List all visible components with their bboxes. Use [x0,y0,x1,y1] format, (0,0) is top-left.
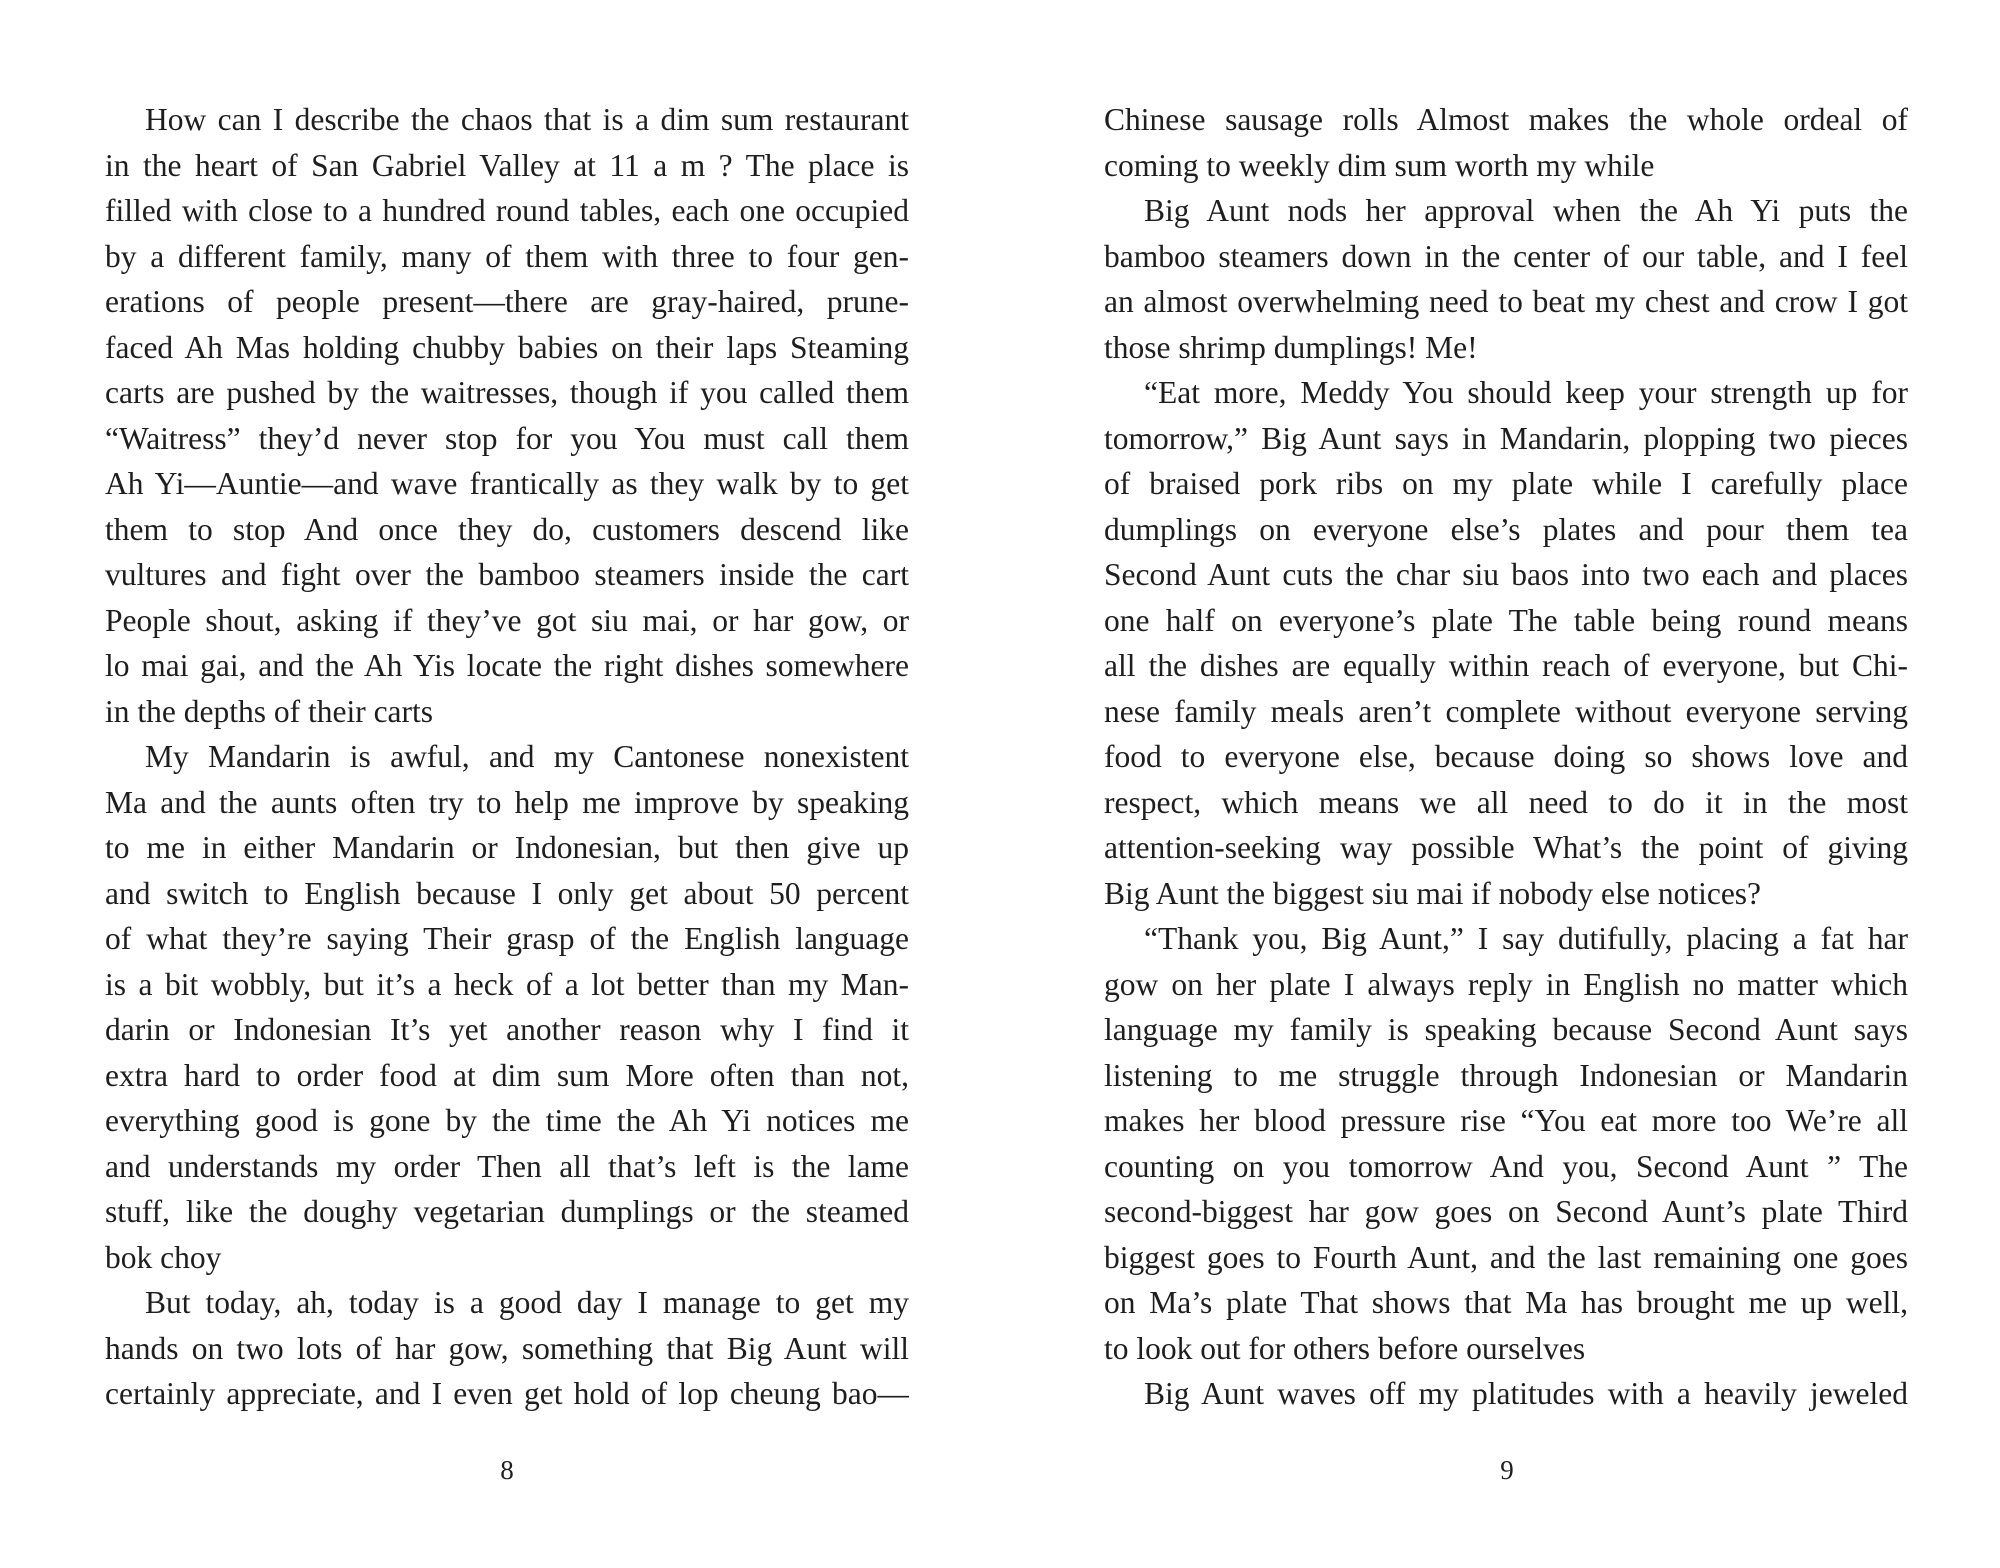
text-line: faced Ah Mas holding chubby babies on their laps Steaming [105,329,909,365]
text-line: erations of people present—there are gray-haired, prune- [105,284,909,319]
text-line: coming to weekly dim sum worth my while [1104,147,1655,183]
text-line: How can I describe the chaos that is a dim sum restaurant [145,102,909,137]
text-line: lo mai gai, and the Ah Yis locate the right dishes somewhere [105,648,909,683]
text-line: My Mandarin is awful, and my Cantonese nonexistent [145,739,909,774]
text-line: darin or Indonesian It’s yet another reason why I find it [105,1012,909,1047]
text-line: Big Aunt waves off my platitudes with a heavily jeweled [1144,1376,1908,1411]
text-line: and switch to English because I only get about 50 percent [105,875,909,911]
text-line: food to everyone else, because doing so shows love and [1104,739,1908,774]
text-line: and understands my order Then all that’s left is the lame [105,1148,909,1184]
text-line: listening to me struggle through Indonesian or Mandarin [1104,1057,1908,1093]
text-line: is a bit wobbly, but it’s a heck of a lot better than my Man- [105,966,909,1002]
text-line: extra hard to order food at dim sum More often than not, [105,1057,909,1093]
text-line: counting on you tomorrow And you, Second Aunt ” The [1104,1148,1908,1184]
text-line: hands on two lots of har gow, something that Big Aunt will [105,1330,909,1366]
text-line: biggest goes to Fourth Aunt, and the last remaining one goes [1104,1239,1908,1275]
text-line: makes her blood pressure rise “You eat more too We’re all [1104,1103,1908,1138]
text-line: everything good is gone by the time the Ah Yi notices me [105,1103,909,1138]
text-line: in the heart of San Gabriel Valley at 11 a m ? The place is [105,147,909,183]
page-number: 8 [500,1455,514,1485]
text-line: dumplings on everyone else’s plates and pour them tea [1104,511,1908,547]
text-line: “Waitress” they’d never stop for you You must call them [105,420,909,456]
text-line: an almost overwhelming need to beat my chest and crow I got [1104,284,1908,319]
text-line: Ah Yi—Auntie—and wave frantically as they walk by to get [105,466,909,501]
text-line: in the depths of their carts [105,693,434,729]
text-line: vultures and fight over the bamboo steamers inside the cart [105,557,909,592]
text-line: tomorrow,” Big Aunt says in Mandarin, plopping two pieces [1104,420,1908,456]
text-line: second-biggest har gow goes on Second Aunt’s plate Third [1104,1194,1908,1229]
right-page-body [1104,97,1908,1417]
text-line: attention-seeking way possible What’s the point of giving [1104,830,1908,865]
page-number: 9 [1500,1455,1514,1485]
text-line: those shrimp dumplings! Me! [1104,329,1478,365]
text-line: certainly appreciate, and I even get hold of lop cheung bao— [105,1376,909,1411]
text-line: to look out for others before ourselves [1104,1330,1586,1366]
left-page-body [105,97,909,1417]
text-line: But today, ah, today is a good day I manage to get my [145,1285,909,1320]
text-line: respect, which means we all need to do it in the most [1104,784,1908,820]
text-line: Chinese sausage rolls Almost makes the whole ordeal of [1104,102,1908,137]
right-page [1000,0,2000,1568]
text-line: carts are pushed by the waitresses, though if you called them [105,375,909,410]
text-line: Big Aunt nods her approval when the Ah Yi puts the [1144,193,1908,228]
text-line: Big Aunt the biggest siu mai if nobody else notices? [1104,875,1762,911]
text-line: bok choy [105,1239,222,1275]
text-line: People shout, asking if they’ve got siu mai, or har gow, or [105,602,909,638]
text-line: one half on everyone’s plate The table being round means [1104,602,1908,638]
text-line: Second Aunt cuts the char siu baos into two each and places [1104,557,1908,592]
text-line: “Thank you, Big Aunt,” I say dutifully, placing a fat har [1144,921,1908,956]
text-line: them to stop And once they do, customers descend like [105,511,909,547]
text-line: “Eat more, Meddy You should keep your strength up for [1144,375,1908,410]
text-line: Ma and the aunts often try to help me improve by speaking [105,784,909,820]
text-line: filled with close to a hundred round tables, each one occupied [105,193,909,228]
text-line: to me in either Mandarin or Indonesian, but then give up [105,830,909,865]
text-line: on Ma’s plate That shows that Ma has brought me up well, [1104,1285,1908,1320]
text-line: nese family meals aren’t complete without everyone serving [1104,693,1908,729]
text-line: gow on her plate I always reply in English no matter which [1104,966,1908,1002]
text-line: all the dishes are equally within reach of everyone, but Chi- [1104,648,1908,683]
text-line: by a different family, many of them with three to four gen- [105,238,909,274]
text-line: of what they’re saying Their grasp of the English language [105,921,909,956]
text-line: language my family is speaking because Second Aunt says [1104,1012,1908,1047]
text-line: stuff, like the doughy vegetarian dumplings or the steamed [105,1194,909,1229]
text-line: bamboo steamers down in the center of our table, and I feel [1104,238,1908,274]
text-line: of braised pork ribs on my plate while I carefully place [1104,466,1908,501]
